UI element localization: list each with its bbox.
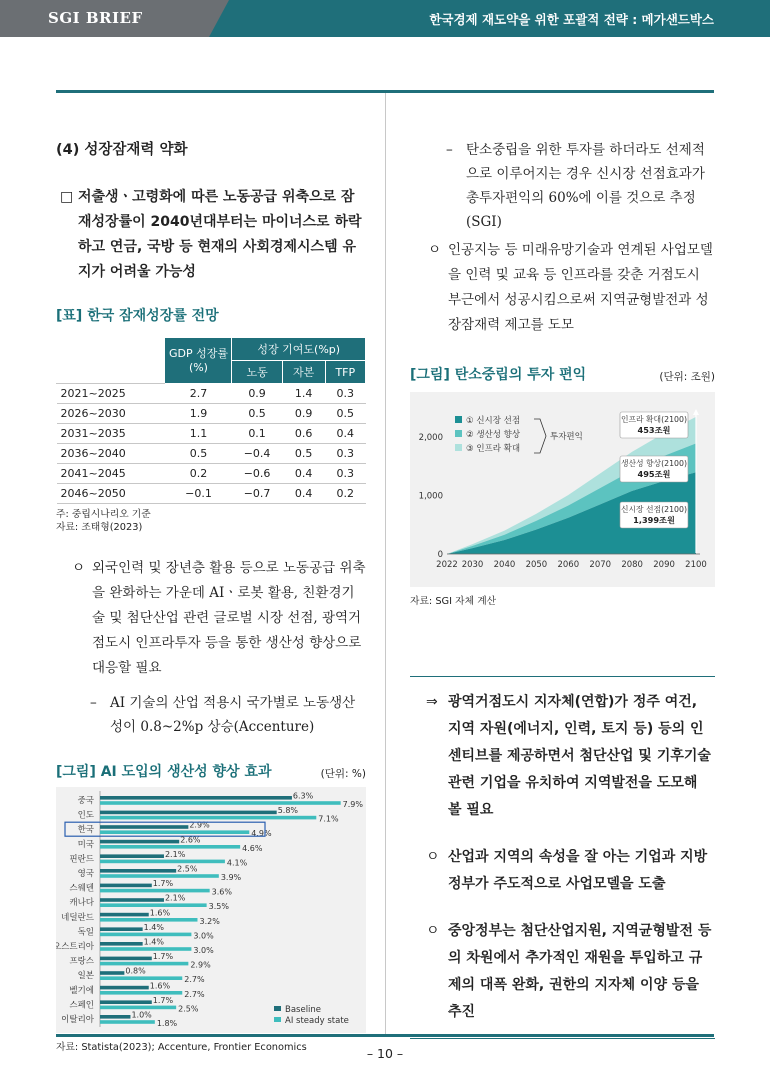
legend-ai-swatch: [274, 1017, 281, 1022]
legend-swatch: [455, 430, 462, 437]
legend-ai-label: AI steady state: [285, 1016, 349, 1026]
table-cell-labor: 0.5: [232, 404, 282, 424]
legend-baseline-label: Baseline: [285, 1005, 322, 1015]
table-note: 주: 중립시나리오 기준: [56, 509, 151, 520]
ai-value-label: 1.8%: [156, 1019, 178, 1028]
ai-figure-title: [그림] AI 도입의 생산성 향상 효과 (단위: %): [56, 764, 366, 780]
annotation-label: 인프라 확대(2100): [620, 415, 688, 424]
ai-value-label: 3.5%: [208, 902, 229, 912]
legend-swatch: [455, 416, 462, 423]
section-title: (4) 성장잠재력 약화: [56, 142, 188, 158]
table-row: [57, 404, 366, 424]
ai-bar: [100, 933, 191, 937]
growth-table: [56, 337, 366, 504]
ai-value-label: 4.6%: [242, 843, 263, 853]
category-label: 스페인: [69, 1000, 94, 1011]
table-cell-labor: 0.1: [232, 424, 282, 444]
table-row: [57, 444, 366, 464]
category-label: 네덜란드: [61, 912, 94, 923]
table-cell-period: 2021~2025: [57, 384, 165, 404]
baseline-value-label: 2.9%: [189, 820, 210, 830]
total-arrow-head: [693, 409, 699, 415]
baseline-value-label: 1.7%: [152, 952, 174, 962]
ai-bar: [100, 976, 182, 980]
baseline-value-label: 1.7%: [152, 879, 174, 889]
header-contrib: 성장 기여도(%p): [232, 338, 366, 361]
ai-bar: [100, 801, 341, 805]
x-tick-label: 2040: [493, 560, 516, 570]
legend-brace: [534, 419, 546, 453]
annotation-label: 생산성 향상(2100): [620, 459, 688, 468]
ai-value-label: 7.1%: [318, 814, 339, 824]
carbon-chart-box: [410, 392, 715, 587]
baseline-bar: [100, 825, 188, 829]
circle-bullet-icon: ㅇ: [72, 560, 86, 576]
table-cell-capital: 0.4: [282, 464, 325, 484]
category-label: 한국: [77, 825, 94, 836]
baseline-bar: [100, 986, 149, 990]
table-cell-capital: 0.4: [282, 484, 325, 504]
ai-bar: [100, 889, 210, 893]
table-row: [57, 484, 366, 504]
baseline-bar: [100, 942, 143, 946]
baseline-bar: [100, 840, 179, 844]
category-label: 캐나다: [69, 898, 94, 909]
table-row: [57, 384, 366, 404]
header-gdp: GDP 성장률(%): [165, 338, 232, 384]
circle-bullet-icon: ㅇ: [426, 849, 440, 865]
table-cell-gdp: 1.9: [165, 404, 232, 424]
category-label: 오스트리아: [56, 942, 94, 952]
ai-value-label: 2.7%: [184, 989, 205, 999]
para-text: 인공지능 등 미래유망기술과 연계된 사업모델을 인력 및 교육 등 인프라를 갖춘 거점도시 부근에서 성공시킴으로써 지역균형발전과 성장잠재력 제고를 도모: [448, 242, 713, 333]
table-cell-tfp: 0.3: [325, 464, 365, 484]
annotation-label: 신시장 선점(2100): [620, 505, 688, 514]
legend-label: ② 생산성 향상: [466, 430, 521, 440]
table-cell-capital: 1.4: [282, 384, 325, 404]
x-tick-label: 2100: [685, 560, 707, 570]
baseline-value-label: 1.6%: [149, 981, 171, 991]
baseline-value-label: 5.8%: [277, 806, 299, 816]
column-divider: [385, 93, 386, 1034]
ai-value-label: 4.1%: [226, 858, 248, 868]
para-text: 외국인력 및 장년층 활용 등으로 노동공급 위축을 완화하는 가운데 AIㆍ로봇 활용, 친환경기술 및 첨단산업 관련 글로벌 시장 선점, 광역거점도시 인프라투자 등을 통한 생산성 향상으로 대응할 필요: [92, 560, 366, 676]
x-tick-label: 2060: [557, 560, 580, 570]
x-tick-label: 2090: [653, 560, 675, 570]
table-cell-gdp: 2.7: [165, 384, 232, 404]
dash-bullet-icon: –: [90, 695, 97, 711]
ai-bar: [100, 918, 197, 922]
baseline-bar: [100, 957, 152, 961]
legend-label: ③ 인프라 확대: [466, 444, 521, 454]
category-label: 일본: [77, 971, 94, 982]
dash-text: AI 기술의 산업 적용시 국가별로 노동생산성이 0.8~2%p 상승(Accenture): [110, 695, 356, 735]
ai-bar: [100, 1006, 176, 1010]
highlight-box: [65, 822, 265, 836]
category-label: 인도: [77, 810, 94, 821]
baseline-bar: [100, 884, 152, 888]
category-label: 독일: [77, 927, 94, 938]
baseline-bar: [100, 1000, 152, 1004]
x-tick-label: 2022: [436, 560, 458, 570]
baseline-value-label: 1.6%: [149, 908, 171, 918]
box-bottom-rule: [410, 1038, 715, 1039]
legend-swatch: [455, 444, 462, 451]
dash-bullet-icon: –: [446, 142, 453, 158]
table-source: 자료: 조태형(2023): [56, 522, 143, 533]
carbon-figure-title: [그림] 탄소중립의 투자 편익 (단위: 조원): [410, 367, 715, 383]
table-row: [57, 424, 366, 444]
table-cell-labor: −0.7: [232, 484, 282, 504]
category-label: 이탈리아: [61, 1015, 94, 1025]
table-cell-tfp: 0.3: [325, 384, 365, 404]
bullet-local-gov: [410, 844, 715, 898]
ai-value-label: 3.0%: [193, 946, 214, 955]
table-cell-tfp: 0.2: [325, 484, 365, 504]
ai-value-label: 3.9%: [220, 873, 242, 882]
legend-label: ① 신시장 선점: [466, 416, 521, 426]
ai-value-label: 2.9%: [190, 960, 211, 970]
table-title: [표] 한국 잠재성장률 전망: [56, 308, 219, 324]
circle-bullet-icon: ㅇ: [428, 242, 442, 258]
table-cell-tfp: 0.3: [325, 444, 365, 464]
x-tick-label: 2070: [589, 560, 612, 570]
annotation-value: 453조원: [637, 425, 671, 435]
table-cell-gdp: 0.5: [165, 444, 232, 464]
table-cell-period: 2026~2030: [57, 404, 165, 424]
baseline-bar: [100, 927, 143, 931]
ai-value-label: 2.7%: [184, 975, 205, 985]
table-cell-period: 2041~2045: [57, 464, 165, 484]
baseline-bar: [100, 971, 124, 975]
ai-bar: [100, 1020, 155, 1024]
baseline-value-label: 1.4%: [143, 922, 164, 932]
left-column: [56, 138, 366, 1054]
baseline-bar: [100, 913, 149, 917]
category-label: 핀란드: [69, 854, 94, 865]
dash-text: 탄소중립을 위한 투자를 하더라도 선제적으로 이루어지는 경우 신시장 선점효과가 총투자편익의 60%에 이를 것으로 추정(SGI): [466, 142, 705, 230]
table-cell-capital: 0.9: [282, 404, 325, 424]
x-tick-label: 2080: [621, 560, 643, 570]
baseline-bar: [100, 796, 292, 800]
legend-baseline-swatch: [274, 1006, 281, 1011]
carbon-benefit-chart: [410, 392, 715, 587]
x-tick-label: 2050: [525, 560, 548, 570]
baseline-value-label: 2.5%: [177, 864, 198, 874]
table-cell-tfp: 0.5: [325, 404, 365, 424]
ai-value-label: 3.0%: [193, 931, 214, 941]
report-title: 한국경제 재도약을 위한 포괄적 전략 : 메가샌드박스: [429, 12, 714, 27]
bullet-text: 산업과 지역의 속성을 잘 아는 기업과 지방정부가 주도적으로 사업모델을 도출: [448, 849, 708, 892]
ai-productivity-chart: [56, 787, 366, 1033]
box-top-rule: [410, 676, 715, 677]
table-cell-period: 2036~2040: [57, 444, 165, 464]
ai-bar: [100, 903, 207, 907]
dash-accenture: [56, 691, 366, 739]
category-label: 영국: [77, 869, 94, 879]
header-brand-bar: [0, 0, 225, 37]
table-cell-capital: 0.5: [282, 444, 325, 464]
annotation-value: 1,399조원: [633, 515, 675, 525]
table-cell-gdp: −0.1: [165, 484, 232, 504]
baseline-bar: [100, 854, 164, 858]
ai-chart-box: [56, 787, 366, 1033]
ai-bar: [100, 845, 240, 849]
dash-carbon: [410, 138, 715, 234]
baseline-value-label: 2.6%: [180, 835, 201, 845]
header-labor: 노동: [232, 361, 282, 384]
category-label: 중국: [77, 796, 94, 806]
ai-bar: [100, 874, 219, 878]
legend-group-label: 투자편익: [550, 432, 583, 442]
y-tick-label: 1,000: [418, 491, 443, 502]
bottom-rule: [56, 1034, 714, 1037]
table-cell-gdp: 1.1: [165, 424, 232, 444]
y-tick-label: 2,000: [418, 433, 443, 444]
carbon-figure-unit: (단위: 조원): [659, 371, 715, 383]
ai-bar: [100, 947, 191, 951]
bullet-text: 중앙정부는 첨단산업지원, 지역균형발전 등의 차원에서 추가적인 재원을 투입하고 규제의 대폭 완화, 권한의 지자체 이양 등을 추진: [448, 923, 712, 1020]
baseline-bar: [100, 898, 164, 902]
baseline-value-label: 2.1%: [164, 893, 186, 903]
bullet-labor-supply: [60, 185, 366, 285]
x-tick-label: 2030: [461, 560, 484, 570]
table-cell-labor: −0.4: [232, 444, 282, 464]
arrow-text: 광역거점도시 지자체(연합)가 정주 여건, 지역 자원(에너지, 인력, 토지 등) 등의 인센티브를 제공하면서 첨단산업 및 기후기술 관련 기업을 유치하여 지역발전을 도모해 볼 필요: [448, 694, 711, 818]
square-bullet-icon: □: [60, 189, 74, 205]
table-row: [57, 464, 366, 484]
circle-bullet-icon: ㅇ: [426, 923, 440, 939]
category-label: 프랑스: [69, 956, 94, 967]
baseline-bar: [100, 811, 277, 815]
right-column: [410, 138, 715, 1039]
baseline-bar: [100, 1015, 130, 1019]
table-cell-gdp: 0.2: [165, 464, 232, 484]
table-cell-capital: 0.6: [282, 424, 325, 444]
category-label: 스웨덴: [69, 883, 94, 894]
bullet-text: 저출생ㆍ고령화에 따른 노동공급 위축으로 잠재성장률이 2040년대부터는 마이너스로 하락하고 연금, 국방 등 현재의 사회경제시스템 유지가 어려울 가능성: [78, 189, 362, 280]
header-capital: 자본: [282, 361, 325, 384]
ai-bar: [100, 860, 225, 864]
category-label: 미국: [77, 839, 94, 850]
header-title-bar: [229, 0, 770, 37]
table-cell-period: 2031~2035: [57, 424, 165, 444]
y-tick-label: 0: [437, 550, 443, 560]
annotation-value: 495조원: [637, 469, 671, 479]
header-tfp: TFP: [325, 361, 365, 384]
ai-figure-source: 자료: Statista(2023); Accenture, Frontier Economics: [56, 1042, 307, 1053]
baseline-value-label: 1.0%: [131, 1010, 152, 1020]
page-number: – 10 –: [366, 1046, 404, 1061]
baseline-value-label: 1.7%: [152, 995, 174, 1005]
baseline-value-label: 1.4%: [143, 937, 164, 947]
category-label: 벨기에: [69, 985, 94, 996]
arrow-icon: ⇒: [426, 694, 438, 710]
ai-bar: [100, 816, 316, 820]
table-cell-labor: −0.6: [232, 464, 282, 484]
ai-value-label: 3.6%: [211, 887, 233, 897]
table-cell-tfp: 0.4: [325, 424, 365, 444]
ai-value-label: 2.5%: [178, 1004, 199, 1014]
baseline-value-label: 2.1%: [164, 849, 186, 859]
table-cell-period: 2046~2050: [57, 484, 165, 504]
baseline-value-label: 6.3%: [292, 791, 314, 801]
ai-bar: [100, 962, 188, 966]
ai-figure-unit: (단위: %): [320, 768, 366, 780]
ai-bar: [100, 830, 249, 834]
arrow-conclusion: [410, 689, 715, 824]
carbon-figure-source: 자료: SGI 자체 계산: [410, 596, 497, 607]
brand-label: SGI BRIEF: [48, 9, 143, 27]
baseline-bar: [100, 869, 176, 873]
table-cell-labor: 0.9: [232, 384, 282, 404]
ai-value-label: 7.9%: [342, 800, 364, 809]
baseline-value-label: 0.8%: [125, 966, 146, 976]
ai-bar: [100, 991, 182, 995]
table-corner: [57, 338, 165, 384]
ai-value-label: 4.9%: [251, 829, 272, 839]
para-response: [56, 556, 366, 681]
bullet-central-gov: [410, 918, 715, 1026]
para-ai-model: [410, 238, 715, 338]
ai-value-label: 3.2%: [199, 916, 220, 926]
